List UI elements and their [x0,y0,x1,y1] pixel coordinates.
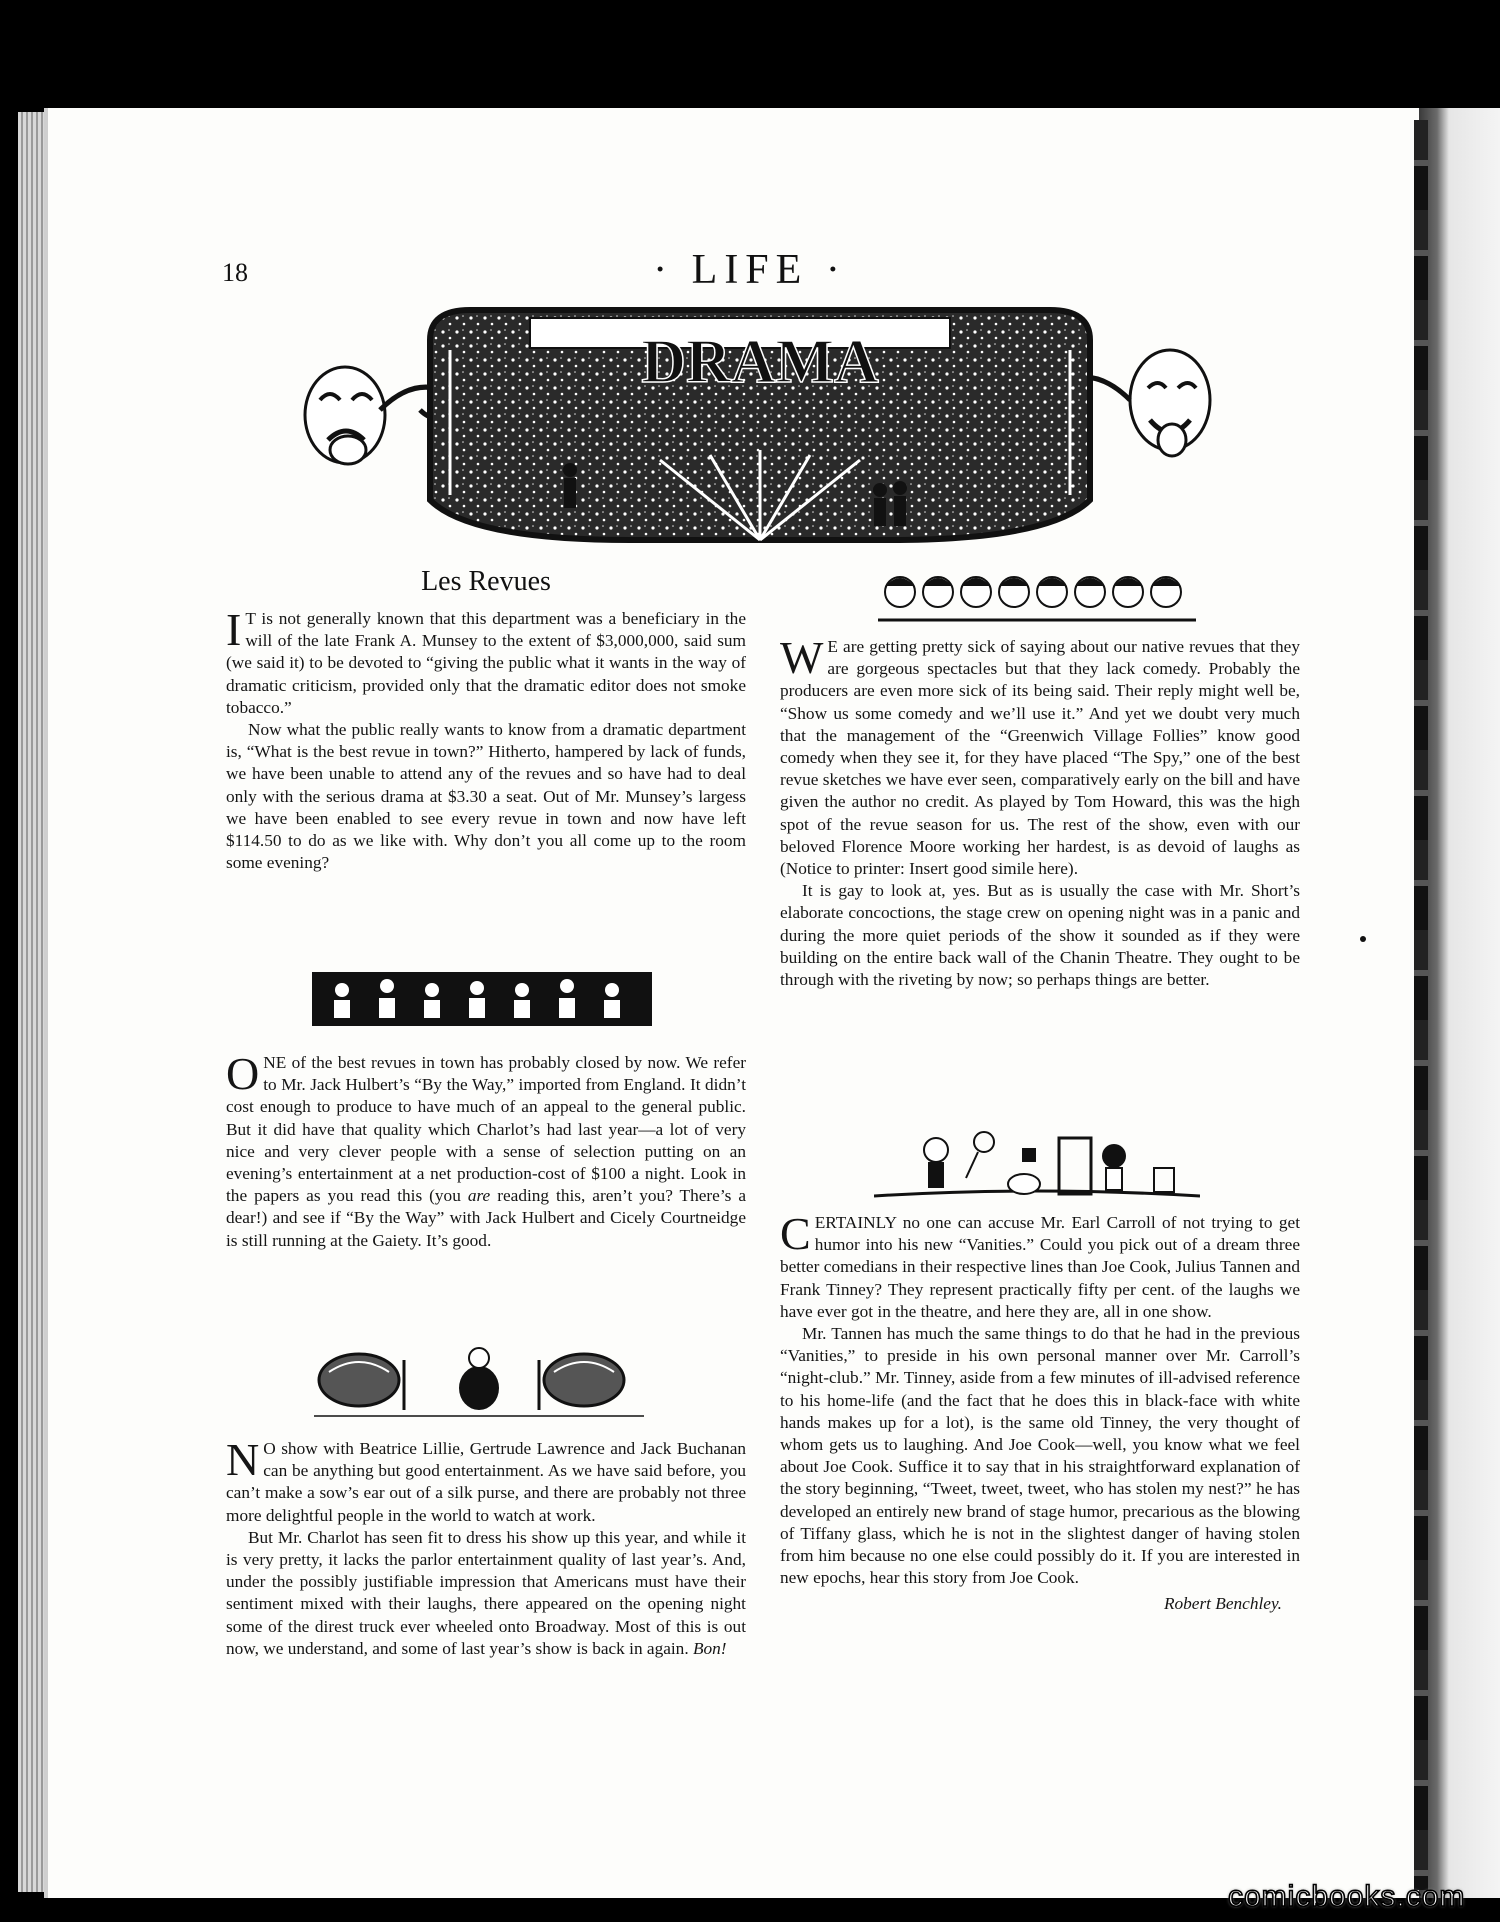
next-page-edge [1419,108,1500,1898]
binding-spine [1414,120,1428,1890]
left-para-1: I T is not generally known that this department was a beneficiary in the will of the late Frank A. Munsey to the extent of $3,000,000, said sum (we said it) to be devoted to “giving the public what it wants in the way of dramatic criticism, provided only that the dramatic editor does not smoke tobacco.” [226,604,746,717]
right-column [780,632,1300,991]
masthead: · LIFE · [653,247,847,293]
left-para-3: ONE of the best revues in town has probably closed by now. We refer to Mr. Jack Hulbert’s “By the Way,” imported from England. It didn’t cost enough to produce to have much of an appeal to the general public. But it did have that quality which Charlot’s had last year—a lot of very nice and very clever people with a sense of selection putting on an evening’s entertainment at a net production-cost of $100 a night. Look in the papers as you read this (you are reading this, aren’t you? There’s a dear!) and see if “By the Way” with Jack Hulbert and Cicely Courtneidge is still running at the Gaiety. It’s good. [226,1048,747,1250]
left-column-lower [226,1048,747,1252]
site-watermark: comicbooks.com [1228,1880,1466,1913]
comedians-illustration [874,1128,1200,1204]
drop-cap: I [226,604,242,655]
right-para-3: CERTAINLY no one can accuse Mr. Earl Carroll of not trying to get humor into his new “Vanities.” Could you pick out of a dream three better comedians in their respective lines than Joe Cook, Julius Tannen and Frank Tinney? They represent practically fifty per cent. of the laughs we have ever got in the theatre, and here they are, all in one show. [780,1208,1300,1321]
article-headline: Les Revues [421,566,551,597]
right-para-2: It is gay to look at, yes. But as is usually the case with Mr. Short’s elaborate concoctions, the stage crew on opening night was in a panic and during the more quiet periods of the show it sounded as if they were building on the entire back wall of the Chanin Theatre. They ought to be through with the riveting by now; so perhaps things are better. [780,881,1300,990]
left-column [226,604,746,874]
right-para-1: W E are getting pretty sick of saying about our native revues that they are gorgeous spectacles but that they lack comedy. Probably the producers are even more sick of its being said. Their reply might well be, “Show us some comedy and we’ll use it.” And yet we doubt very much that the management of the “Greenwich Village Follies” know good comedy when they see it, for they have placed “The Spy,” one of the best revue sketches we have ever seen, comparatively early on the bill and have given the author no credit. As played by Tom Howard, this was the high spot of the revue season for us. The rest of the show, even with our beloved Florence Moore working her hardest, is as devoid of laughs as (Notice to printer: Insert good simile here). [780,632,1300,879]
drama-title: DRAMA [641,328,879,396]
comedy-mask-icon [1130,350,1210,456]
drop-cap: N [226,1434,260,1485]
three-figures-illustration [314,1340,644,1420]
left-para-2: Now what the public really wants to know from a dramatic department is, “What is the best revue in town?” Hitherto, hampered by lack of funds, we have been unable to attend any of the revues and so have had to deal only with the serious drama at $3.30 a seat. Out of Mr. Munsey’s largess we have been enabled to see every revue in town and now have left $114.50 to do as we like with. Why don’t you all come up to the room some evening? [226,720,746,873]
author-signature: Robert Benchley. [1163,1594,1282,1614]
chorus-heads-illustration [878,570,1196,626]
stray-ink-dot [1360,936,1366,942]
left-column-bottom [226,1434,746,1660]
right-para-4: Mr. Tannen has much the same things to do that he had in the previous “Vanities,” to preside in his own personal manner over Mr. Carroll’s “night-club.” Mr. Tinney, aside from a few minutes of ill-advised reference to his home-life (and the fact that he does this in black-face with white hands makes up for a lot), is the same old Tinney, the very thought of whom gets us to laughing. And Joe Cook—well, you know what we feel about Joe Cook. Suffice it to say that in his straightforward explanation of the story beginning, “Tweet, tweet, tweet, who has stolen my nest?” he has developed an entirely new brand of stage humor, precarious as the blowing of Tiffany glass, which he is not in the slightest danger of having stolen from him because no one else could possibly do it. If you are interested in new epochs, hear this story from Joe Cook. [780,1324,1300,1588]
drop-cap: W [780,632,824,683]
dancing-chorus-illustration [312,968,652,1030]
right-column-lower [780,1208,1300,1616]
left-para-5: But Mr. Charlot has seen fit to dress his show up this year, and while it is very pretty, it lacks the parlor entertainment quality of last year’s. And, under the possibly justifiable impression that Americans must have their sentiment mixed with their laughs, there appeared on the opening night some of the direst truck ever wheeled onto Broadway. Most of this is out now, we understand, and some of last year’s show is back in again. Bon! [226,1527,746,1658]
drama-banner-illustration [300,300,1220,550]
drop-cap: C [780,1208,811,1259]
page-number: 18 [222,258,248,287]
left-para-4: N O show with Beatrice Lillie, Gertrude Lawrence and Jack Buchanan can be anything but good entertainment. As we have said before, you can’t make a sow’s ear out of a silk purse, and there are probably not three more delightful people in the world to watch at work. [226,1434,746,1525]
tragedy-mask-icon [305,367,385,464]
drop-cap: O [226,1048,260,1099]
